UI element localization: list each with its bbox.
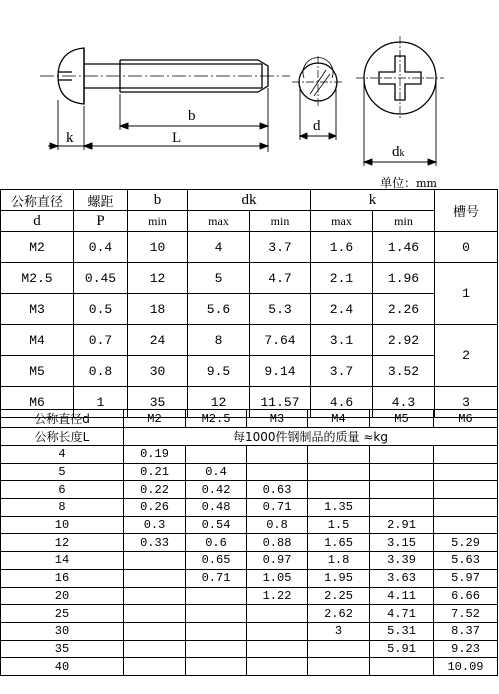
cell-mass <box>370 499 434 517</box>
cell-mass <box>370 463 434 481</box>
cell-d: M2 <box>1 232 74 263</box>
cell-length: 6 <box>1 481 124 499</box>
cell-mass: 1.5 <box>308 516 370 534</box>
cell-d: M4 <box>1 325 74 356</box>
cell-dk-max: 9.5 <box>188 356 250 387</box>
cell-mass: 0.33 <box>124 534 186 552</box>
cell-length: 8 <box>1 499 124 517</box>
table-row <box>1 605 498 623</box>
cell-mass: 1.65 <box>308 534 370 552</box>
cell-k-min: 3.52 <box>373 356 435 387</box>
cell-mass <box>124 622 186 640</box>
hdr-size: M4 <box>308 410 370 428</box>
cell-mass: 2.91 <box>370 516 434 534</box>
cell-mass: 4.71 <box>370 605 434 623</box>
cell-k-min: 4.3 <box>373 387 435 418</box>
cell-mass <box>247 446 308 464</box>
hdr-k: k <box>311 190 435 211</box>
cell-mass <box>124 569 186 587</box>
cell-mass <box>434 499 498 517</box>
cell-k-min: 1.96 <box>373 263 435 294</box>
table-row <box>1 263 498 294</box>
cell-k-max: 3.7 <box>311 356 373 387</box>
cell-p: 0.7 <box>74 325 128 356</box>
hdr-size: M5 <box>370 410 434 428</box>
cell-mass: 0.42 <box>186 481 247 499</box>
table-row <box>1 325 498 356</box>
cell-mass: 0.54 <box>186 516 247 534</box>
cell-mass <box>186 640 247 658</box>
cell-b: 24 <box>128 325 188 356</box>
hdr-size: M6 <box>434 410 498 428</box>
cell-mass <box>434 481 498 499</box>
cell-dk-min: 9.14 <box>250 356 311 387</box>
cell-mass: 0.65 <box>186 552 247 570</box>
cell-k-min: 1.46 <box>373 232 435 263</box>
cell-length: 25 <box>1 605 124 623</box>
cell-dk-min: 5.3 <box>250 294 311 325</box>
dim-k-label: k <box>66 130 74 146</box>
hdr-k-min: min <box>373 211 435 232</box>
cell-mass: 0.22 <box>124 481 186 499</box>
cell-k-max: 1.6 <box>311 232 373 263</box>
cell-mass <box>308 640 370 658</box>
table-row <box>1 481 498 499</box>
cell-mass <box>247 658 308 676</box>
cell-length: 12 <box>1 534 124 552</box>
cell-mass <box>124 605 186 623</box>
cell-mass <box>186 587 247 605</box>
hdr-nominal-diameter-d: 公称直径d <box>1 410 124 428</box>
cell-mass <box>247 605 308 623</box>
cell-length: 5 <box>1 463 124 481</box>
cell-k-max: 2.1 <box>311 263 373 294</box>
cell-p: 0.8 <box>74 356 128 387</box>
hdr-pitch: 螺距 <box>74 190 128 211</box>
cell-mass <box>247 463 308 481</box>
cell-mass <box>247 640 308 658</box>
cell-length: 4 <box>1 446 124 464</box>
hdr-k-max: max <box>311 211 373 232</box>
cell-mass <box>370 481 434 499</box>
cell-mass: 0.4 <box>186 463 247 481</box>
cell-k-min: 2.92 <box>373 325 435 356</box>
cell-mass: 0.71 <box>186 569 247 587</box>
table-row <box>1 534 498 552</box>
cell-dk-min: 4.7 <box>250 263 311 294</box>
cell-length: 16 <box>1 569 124 587</box>
cell-d: M3 <box>1 294 74 325</box>
cell-d: M6 <box>1 387 74 418</box>
cell-mass <box>434 516 498 534</box>
cell-mass <box>434 446 498 464</box>
cell-mass: 8.37 <box>434 622 498 640</box>
cell-mass: 5.29 <box>434 534 498 552</box>
dim-L-label: L <box>172 130 182 146</box>
cell-mass <box>308 463 370 481</box>
cell-mass <box>124 640 186 658</box>
cell-mass <box>186 446 247 464</box>
cell-p: 1 <box>74 387 128 418</box>
hdr-slot: 槽号 <box>435 190 498 232</box>
cell-mass: 3.39 <box>370 552 434 570</box>
table-row <box>1 640 498 658</box>
cell-mass: 1.95 <box>308 569 370 587</box>
cell-mass <box>186 605 247 623</box>
table-row <box>1 516 498 534</box>
cell-dk-max: 12 <box>188 387 250 418</box>
cell-mass: 3.63 <box>370 569 434 587</box>
hdr-nominal-length: 公称长度L <box>1 428 124 446</box>
cell-mass: 2.62 <box>308 605 370 623</box>
cell-p: 0.5 <box>74 294 128 325</box>
cell-d: M5 <box>1 356 74 387</box>
cell-d: M2.5 <box>1 263 74 294</box>
hdr-size: M2 <box>124 410 186 428</box>
cell-mass: 3 <box>308 622 370 640</box>
cell-dk-max: 5 <box>188 263 250 294</box>
table-row <box>1 294 498 325</box>
cell-k-min: 2.26 <box>373 294 435 325</box>
hdr-size: M3 <box>247 410 308 428</box>
hdr-dk-min: min <box>250 211 311 232</box>
cell-mass: 0.88 <box>247 534 308 552</box>
screw-drawing <box>0 0 499 190</box>
cell-mass: 6.66 <box>434 587 498 605</box>
table-row <box>1 569 498 587</box>
cell-mass: 0.8 <box>247 516 308 534</box>
unit-label: 单位：mm <box>380 176 437 190</box>
cell-dk-min: 11.57 <box>250 387 311 418</box>
cell-mass: 2.25 <box>308 587 370 605</box>
table-row <box>1 587 498 605</box>
cell-mass <box>434 463 498 481</box>
cell-dk-max: 5.6 <box>188 294 250 325</box>
cell-mass <box>124 587 186 605</box>
hdr-dk: dk <box>188 190 311 211</box>
cell-k-max: 2.4 <box>311 294 373 325</box>
cell-mass <box>186 658 247 676</box>
cell-mass: 1.8 <box>308 552 370 570</box>
cell-mass: 1.22 <box>247 587 308 605</box>
cell-length: 10 <box>1 516 124 534</box>
cell-slot: 3 <box>435 387 498 418</box>
cell-slot: 0 <box>435 232 498 263</box>
cell-mass: 0.6 <box>186 534 247 552</box>
cell-mass: 0.19 <box>124 446 186 464</box>
cell-b: 35 <box>128 387 188 418</box>
cell-mass: 5.91 <box>370 640 434 658</box>
mass-table <box>0 409 498 676</box>
table-row <box>1 552 498 570</box>
cell-mass: 0.63 <box>247 481 308 499</box>
cell-dk-min: 7.64 <box>250 325 311 356</box>
cell-mass: 0.71 <box>247 499 308 517</box>
dim-b-label: b <box>188 108 196 124</box>
table-row <box>1 232 498 263</box>
cell-mass: 1.05 <box>247 569 308 587</box>
cell-length: 14 <box>1 552 124 570</box>
cell-length: 35 <box>1 640 124 658</box>
cell-dk-max: 8 <box>188 325 250 356</box>
cell-mass: 0.97 <box>247 552 308 570</box>
cell-p: 0.45 <box>74 263 128 294</box>
hdr-b-min: min <box>128 211 188 232</box>
cell-dk-max: 4 <box>188 232 250 263</box>
cell-b: 30 <box>128 356 188 387</box>
table-row <box>1 463 498 481</box>
cell-b: 18 <box>128 294 188 325</box>
table-row <box>1 446 498 464</box>
cell-length: 20 <box>1 587 124 605</box>
cell-mass <box>247 622 308 640</box>
cell-mass: 7.52 <box>434 605 498 623</box>
cell-mass <box>308 446 370 464</box>
hdr-b: b <box>128 190 188 211</box>
dim-d-label: d <box>313 118 321 134</box>
hdr-d: d <box>1 211 74 232</box>
cell-mass: 0.21 <box>124 463 186 481</box>
cell-k-max: 3.1 <box>311 325 373 356</box>
cell-mass: 5.63 <box>434 552 498 570</box>
cell-p: 0.4 <box>74 232 128 263</box>
hdr-dk-max: max <box>188 211 250 232</box>
cell-slot: 1 <box>435 263 498 325</box>
hdr-p: P <box>74 211 128 232</box>
cell-mass: 3.15 <box>370 534 434 552</box>
cell-mass <box>308 658 370 676</box>
cell-slot: 2 <box>435 325 498 387</box>
cell-mass <box>124 552 186 570</box>
cell-mass: 9.23 <box>434 640 498 658</box>
cell-mass <box>370 446 434 464</box>
mass-caption: 每1000件钢制品的质量 ≈kg <box>124 428 498 446</box>
cell-length: 40 <box>1 658 124 676</box>
cell-b: 12 <box>128 263 188 294</box>
cell-mass <box>308 481 370 499</box>
cell-mass: 1.35 <box>308 499 370 517</box>
cell-mass: 5.97 <box>434 569 498 587</box>
cell-mass: 5.31 <box>370 622 434 640</box>
cell-mass <box>124 658 186 676</box>
table-row <box>1 622 498 640</box>
dim-dk-label: dk <box>392 144 405 160</box>
cell-mass: 0.3 <box>124 516 186 534</box>
table-row <box>1 356 498 387</box>
cell-b: 10 <box>128 232 188 263</box>
cell-mass: 0.48 <box>186 499 247 517</box>
hdr-size: M2.5 <box>186 410 247 428</box>
cell-mass <box>370 658 434 676</box>
cell-k-max: 4.6 <box>311 387 373 418</box>
cell-mass: 0.26 <box>124 499 186 517</box>
cell-dk-min: 3.7 <box>250 232 311 263</box>
hdr-nominal-diameter: 公称直径 <box>1 190 74 211</box>
spec-table <box>0 189 498 418</box>
cell-mass: 4.11 <box>370 587 434 605</box>
cell-length: 30 <box>1 622 124 640</box>
cell-mass <box>186 622 247 640</box>
table-row <box>1 658 498 676</box>
cell-mass: 10.09 <box>434 658 498 676</box>
table-row <box>1 499 498 517</box>
